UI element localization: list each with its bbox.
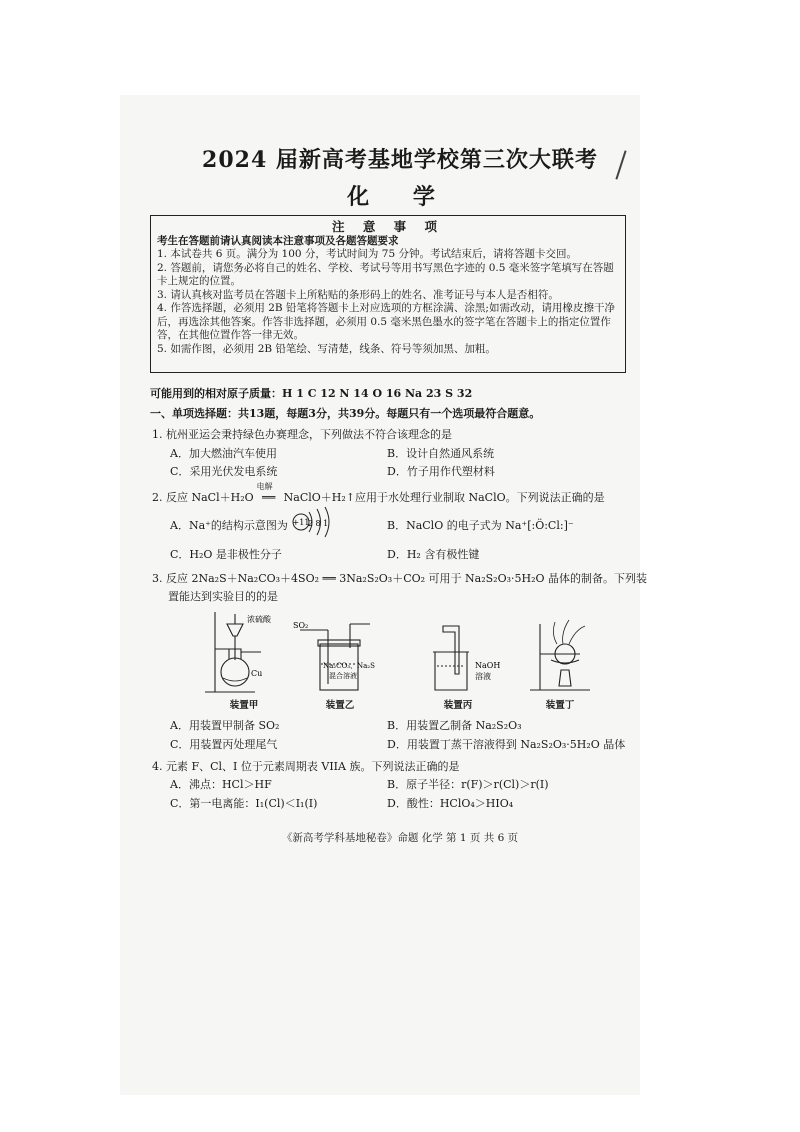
notice-title: 注 意 事 项 [331, 219, 445, 234]
notice-intro: 考生在答题前请认真阅读本注意事项及各题答题要求 [157, 234, 399, 247]
q2-option-a: A．Na⁺的结构示意图为 [170, 519, 288, 532]
q2-stem-pre: 2. 反应 NaCl＋H₂O [152, 491, 254, 504]
q2-option-b: B．NaClO 的电子式为 Na⁺[:Ö:Cl:]⁻ [387, 519, 574, 532]
apparatus-yi [300, 624, 370, 690]
solution-label: 溶液 [475, 672, 491, 681]
label-apparatus-bing: 装置丙 [443, 700, 473, 711]
q3-option-a: A．用装置甲制备 SO₂ [170, 719, 280, 732]
q3-option-d: D．用装置丁蒸干溶液得到 Na₂S₂O₃·5H₂O 晶体 [387, 738, 626, 751]
q4-stem: 4. 元素 F、Cl、I 位于元素周期表 VIIA 族。下列说法正确的是 [152, 760, 460, 773]
q1-option-a: A．加大燃油汽车使用 [170, 447, 277, 460]
mix-label-1: Na₂CO₃、Na₂S [323, 662, 375, 670]
q2-stem [152, 482, 605, 505]
notice-item-3: 3. 请认真核对监考员在答题卡上所粘贴的条形码上的姓名、准考证号与本人是否相符。 [157, 288, 559, 301]
q2-stem-post: NaClO＋H₂↑应用于水处理行业制取 NaClO。下列说法正确的是 [283, 491, 605, 504]
na-ion-structure-diagram [291, 505, 343, 539]
q2-option-d: D．H₂ 含有极性键 [387, 548, 480, 561]
apparatus-drawings [195, 604, 615, 696]
so2-label: SO₂ [293, 621, 309, 630]
apparatus-ding [530, 620, 590, 690]
apparatus-jia [205, 612, 261, 692]
q3-option-b: B．用装置乙制备 Na₂S₂O₃ [387, 719, 522, 732]
atomic-masses: 可能用到的相对原子质量：H 1 C 12 N 14 O 16 Na 23 S 32 [150, 387, 473, 400]
q3-stem-line1: 3. 反应 2Na₂S＋Na₂CO₃＋4SO₂ ══ 3Na₂S₂O₃＋CO₂ 可用于 Na₂S₂O₃·5H₂O 晶体的制备。下列装 [152, 572, 648, 585]
notice-box [150, 215, 626, 373]
section-1-heading: 一、单项选择题：共13题，每题3分，共39分。每题只有一个选项最符合题意。 [150, 407, 541, 420]
subject-title: 化 学 [347, 184, 453, 210]
q2-option-c: C．H₂O 是非极性分子 [170, 548, 282, 561]
shell-electrons: 2 8 1 [307, 519, 329, 528]
q4-option-c: C．第一电离能：I₁(Cl)＜I₁(I) [170, 797, 318, 810]
naoh-label: NaOH [475, 661, 501, 670]
electrolysis-arrow: 电解 ══ [256, 482, 276, 504]
q4-option-a: A．沸点：HCl＞HF [170, 778, 272, 791]
q1-option-d: D．竹子用作代塑材料 [387, 465, 495, 478]
apparatus-bing [433, 626, 469, 690]
q3-option-c: C．用装置丙处理尾气 [170, 738, 278, 751]
mix-label-2: 混合溶液 [329, 672, 357, 680]
notice-item-4: 4. 作答选择题，必须用 2B 铅笔将答题卡上对应选项的方框涂满、涂黑;如需改动，请用橡皮擦干净后，再选涂其他答案。作答非选择题，必须用 0.5 毫米黑色墨水的签字笔在答题卡上的指定位置作答，在其他位置作答一律无效。 [157, 302, 615, 341]
cu-label: Cu [251, 669, 263, 678]
page-footer: 《新高考学科基地秘卷》命题 化学 第 1 页 共 6 页 [281, 832, 519, 844]
electrolysis-label: 电解 [256, 482, 273, 491]
notice-item-2: 2. 答题前，请您务必将自己的姓名、学校、考试号等用书写黑色字迹的 0.5 毫米签字笔填写在答题卡上规定的位置。 [157, 261, 614, 287]
exam-title: 2024 届新高考基地学校第三次大联考 [202, 147, 598, 173]
notice-item-5: 5. 如需作图，必须用 2B 铅笔绘、写清楚，线条、符号等须加黑、加粗。 [157, 342, 496, 355]
q1-option-c: C．采用光伏发电系统 [170, 465, 278, 478]
q3-stem-line2: 置能达到实验目的的是 [168, 590, 278, 603]
nucleus-label: +11 [292, 518, 310, 527]
q4-option-d: D．酸性：HClO₄＞HIO₄ [387, 797, 514, 810]
label-apparatus-yi: 装置乙 [325, 700, 355, 711]
conc-acid-label: 浓硫酸 [247, 615, 271, 624]
label-apparatus-ding: 装置丁 [545, 700, 575, 711]
q4-option-b: B．原子半径：r(F)＞r(Cl)＞r(I) [387, 778, 549, 791]
notice-item-1: 1. 本试卷共 6 页。满分为 100 分，考试时间为 75 分钟。考试结束后，请将答题卡交回。 [157, 248, 577, 260]
q1-stem: 1. 杭州亚运会秉持绿色办赛理念，下列做法不符合该理念的是 [152, 428, 452, 441]
q1-option-b: B．设计自然通风系统 [387, 447, 495, 460]
label-apparatus-jia: 装置甲 [229, 700, 259, 711]
